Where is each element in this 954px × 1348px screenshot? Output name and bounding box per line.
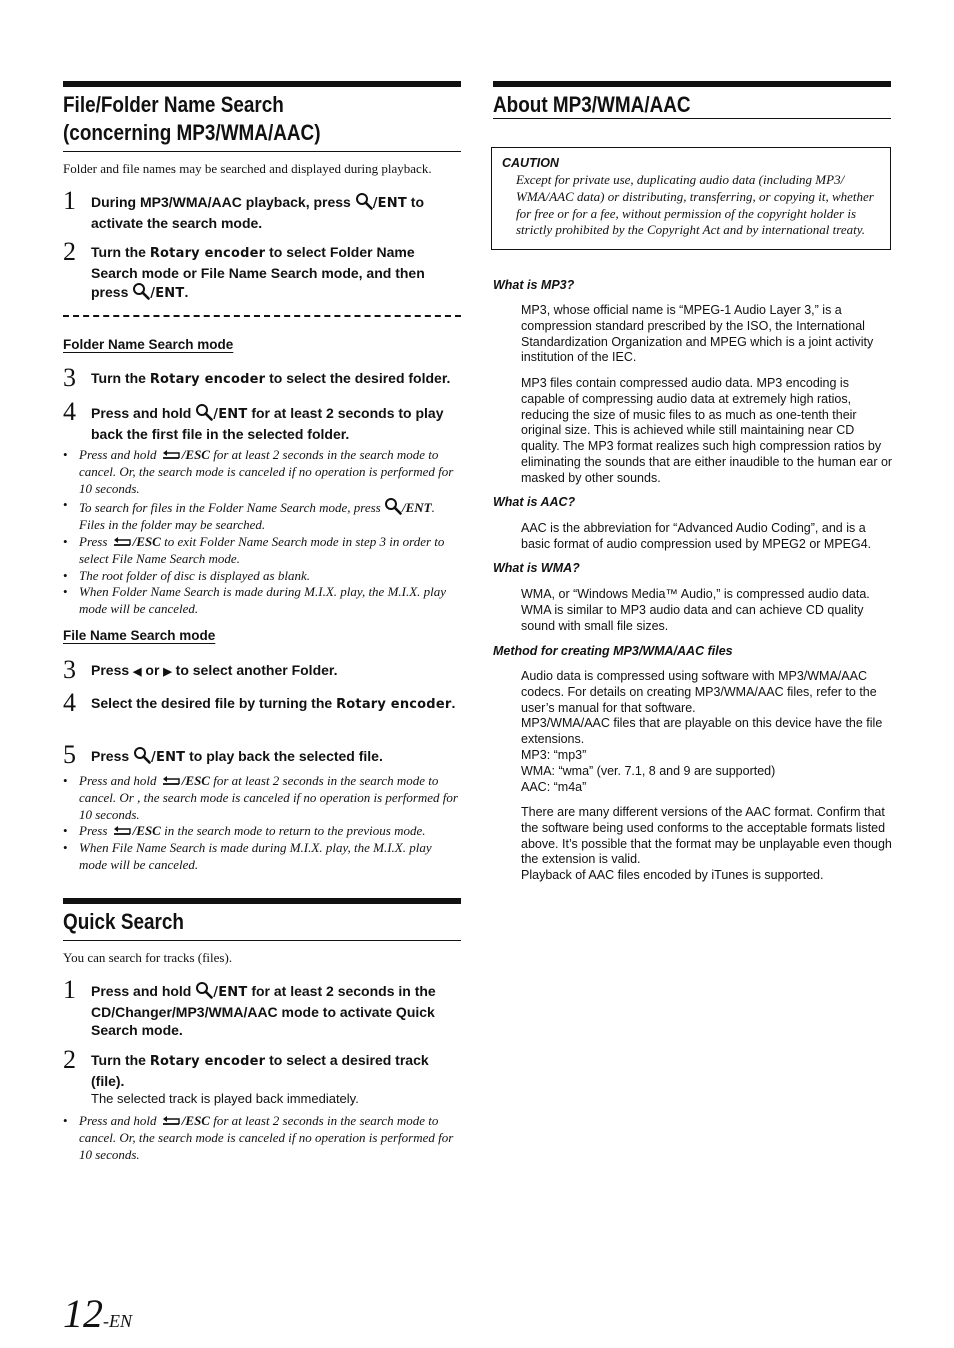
mp3-paragraph-1: MP3, whose official name is “MPEG-1 Audio Layer 3,” is a compression standard prescribed by the ISO, the International Standardization Organization and MPEG which is a joint activity institution of the IEC.: [521, 303, 874, 365]
step-number: 2: [63, 237, 76, 266]
ext-wma: WMA: “wma” (ver. 7.1, 8 and 9 are supported): [521, 763, 776, 778]
return-icon: [160, 448, 182, 462]
search-icon: [132, 282, 150, 300]
search-icon: [355, 192, 373, 210]
note-item: • When Folder Name Search is made during M.I.X. play, the M.I.X. play mode will be canceled.: [63, 584, 461, 618]
return-icon: [160, 1114, 182, 1128]
what-is-mp3-heading: What is MP3?: [493, 278, 575, 292]
aac-versions-paragraph: There are many different versions of the AAC format. Confirm that the software being used conforms to the acceptable formats listed above. It’s possible that the format may be unplayable even though the extension is valid. Playback of AAC files encoded by iTunes is supported.: [521, 805, 892, 883]
return-icon: [111, 535, 133, 549]
note-item: • The root folder of disc is displayed as blank.: [63, 568, 461, 585]
step-number: 5: [63, 740, 76, 769]
step-number: 1: [63, 975, 76, 1004]
quick-step-2-sub: The selected track is played back immediately.: [91, 1091, 359, 1106]
caution-title: CAUTION: [502, 156, 559, 170]
rotary-encoder-label: Rotary encoder: [336, 697, 452, 712]
rotary-encoder-label: Rotary encoder: [149, 246, 266, 261]
step-1: 1 During MP3/WMA/AAC playback, press /ENT to activate the search mode.: [63, 186, 425, 231]
folder-name-search-mode-heading: Folder Name Search mode: [63, 337, 234, 352]
note-item: • Press and hold /ESC for at least 2 seconds in the search mode to cancel. Or , the search mode is canceled if no operation is performed for 10 seconds.: [63, 773, 461, 823]
note-item: • Press /ESC in the search mode to return to the previous mode.: [63, 823, 461, 840]
ent-label: /ENT: [372, 196, 407, 211]
page-number: 12: [63, 1291, 103, 1336]
rotary-encoder-label: Rotary encoder: [149, 372, 266, 387]
folder-mode-notes: [63, 447, 461, 618]
search-icon: [384, 497, 402, 515]
return-icon: [111, 824, 133, 838]
caution-box: [491, 147, 891, 250]
rotary-encoder-label: Rotary encoder: [149, 1054, 266, 1069]
quick-search-heading: Quick Search: [63, 898, 461, 941]
ent-label: /ENT: [213, 985, 248, 1000]
note-item: • When File Name Search is made during M.I.X. play, the M.I.X. play mode will be canceled.: [63, 840, 461, 874]
step-number: 2: [63, 1045, 76, 1074]
quick-search-notes: [63, 1113, 461, 1163]
search-icon: [195, 403, 213, 421]
method-paragraph: Audio data is compressed using software with MP3/WMA/AAC codecs. For details on creating MP3/WMA/AAC files, refer to the user’s manual for that software. MP3/WMA/AAC files that are playable on this device have the file extensions. MP3: “mp3” WMA: “wma” (ver. 7.1, 8 and 9 are supported) AAC: “m4a”: [521, 669, 893, 795]
ext-aac: AAC: “m4a”: [521, 779, 587, 794]
wma-paragraph: WMA, or “Windows Media™ Audio,” is compressed audio data. WMA is similar to MP3 audio data and can achieve CD quality sound with small file sizes.: [521, 587, 870, 633]
method-heading: Method for creating MP3/WMA/AAC files: [493, 644, 733, 658]
file-step-4: 4 Select the desired file by turning the Rotary encoder.: [63, 688, 456, 717]
file-folder-search-heading: [63, 81, 461, 152]
ext-mp3: MP3: “mp3”: [521, 747, 587, 762]
file-step-5: 5 Press /ENT to play back the selected file.: [63, 740, 383, 769]
step-number: 4: [63, 397, 76, 426]
about-mp3-heading: About MP3/WMA/AAC: [493, 81, 891, 119]
folder-step-3: 3 Turn the Rotary encoder to select the desired folder.: [63, 363, 451, 392]
quick-step-2: 2 Turn the Rotary encoder to select a desired track (file). The selected track is played back immediately.: [63, 1051, 461, 1107]
dashed-divider: [63, 315, 461, 317]
file-name-search-mode-heading: File Name Search mode: [63, 628, 216, 643]
left-arrow-icon: ◀: [133, 666, 142, 678]
search-icon: [133, 746, 151, 764]
folder-search-intro: Folder and file names may be searched and displayed during playback.: [63, 161, 432, 176]
folder-step-4: 4 Press and hold /ENT for at least 2 seconds to play back the first file in the selected folder.: [63, 397, 444, 442]
note-item: • Press and hold /ESC for at least 2 seconds in the search mode to cancel. Or, the search mode is canceled if no operation is performed for 10 seconds.: [63, 1113, 461, 1163]
note-item: • Press and hold /ESC for at least 2 seconds in the search mode to cancel. Or, the search mode is canceled if no operation is performed for 10 seconds.: [63, 447, 461, 497]
step-number: 4: [63, 688, 76, 717]
what-is-aac-heading: What is AAC?: [493, 495, 576, 509]
heading-line-2: (concerning MP3/WMA/AAC): [63, 120, 321, 145]
page-footer: [63, 1290, 132, 1337]
return-icon: [160, 774, 182, 788]
ent-label: /ENT: [150, 286, 185, 301]
what-is-wma-heading: What is WMA?: [493, 561, 580, 575]
step-2: 2 Turn the Rotary encoder to select Folder Name Search mode or File Name Search mode, and then press /ENT.: [63, 237, 425, 301]
note-item: • Press /ESC to exit Folder Name Search mode in step 3 in order to select File Name Search mode.: [63, 534, 461, 568]
right-arrow-icon: ▶: [163, 666, 172, 678]
step-number: 3: [63, 363, 76, 392]
file-step-3: 3 Press ◀ or ▶ to select another Folder.: [63, 655, 338, 684]
quick-search-intro: You can search for tracks (files).: [63, 950, 233, 965]
ent-label: /ENT: [213, 407, 248, 422]
quick-step-1: 1 Press and hold /ENT for at least 2 seconds in the CD/Changer/MP3/WMA/AAC mode to activate Quick Search mode.: [63, 975, 436, 1038]
step-number: 1: [63, 186, 76, 215]
search-icon: [195, 981, 213, 999]
note-item: • To search for files in the Folder Name Search mode, press /ENT. Files in the folder may be searched.: [63, 497, 461, 534]
heading-line-1: File/Folder Name Search: [63, 92, 284, 117]
aac-paragraph: AAC is the abbreviation for “Advanced Audio Coding”, and is a basic format of audio compression used by MPEG2 or MPEG4.: [521, 521, 872, 551]
caution-body: Except for private use, duplicating audio data (including MP3/ WMA/AAC data) or distributing, transferring, or copying it, whether for free or for a fee, without permission of the copyright holder is strictly prohibited by the Copyright Act and by international treaty.: [516, 172, 874, 238]
step-number: 3: [63, 655, 76, 684]
file-mode-notes: [63, 773, 461, 874]
mp3-paragraph-2: MP3 files contain compressed audio data. MP3 encoding is capable of compressing audio data at extremely high ratios, reducing the size of music files to as much as one-tenth their original size. This is achieved while still maintaining near CD quality. The MP3 format realizes such high compression ratios by eliminating the sounds that are either inaudible to the human ear or masked by other sounds.: [521, 376, 893, 485]
page-suffix: -EN: [103, 1311, 132, 1331]
ent-label: /ENT: [151, 750, 186, 765]
